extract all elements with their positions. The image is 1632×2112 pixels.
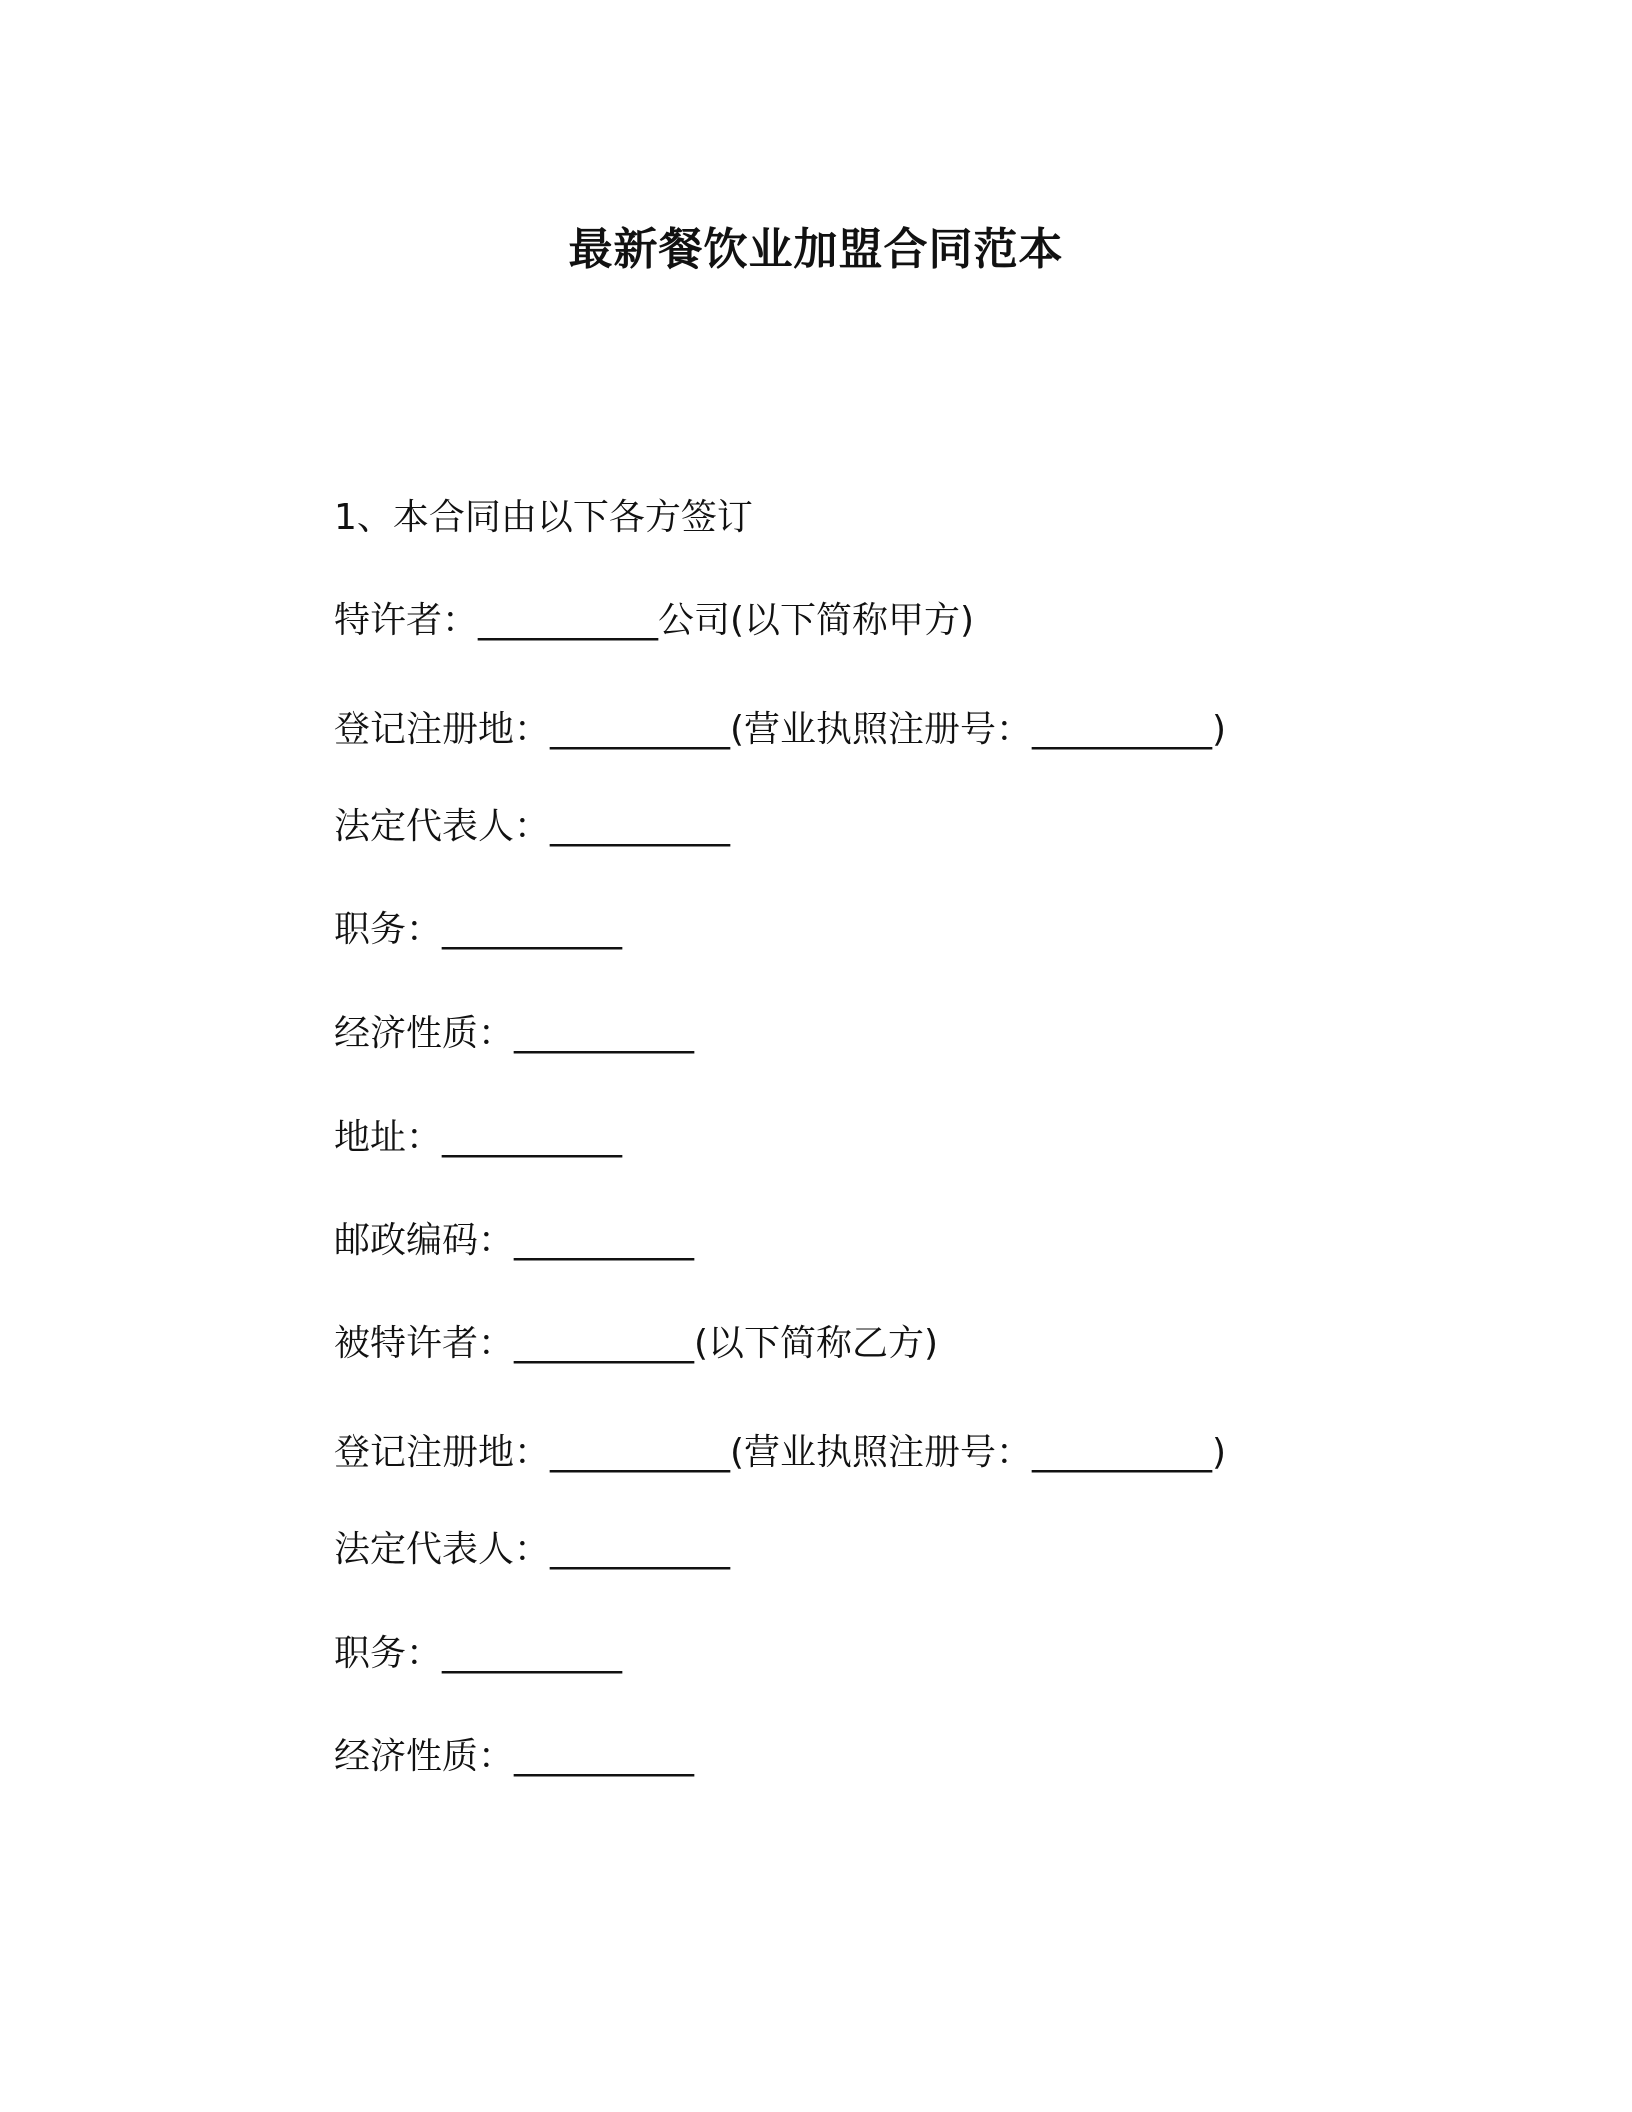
franchisor-legal-rep-line: 法定代表人：__________ [334, 806, 731, 847]
franchisor-economic-nature-line: 经济性质：__________ [334, 1013, 695, 1054]
franchisor-registration-line: 登记注册地：__________(营业执照注册号：__________) [334, 709, 1227, 750]
franchisor-position-line: 职务：__________ [334, 909, 623, 950]
franchisor-line: 特许者：__________公司(以下简称甲方) [334, 600, 975, 641]
document-title: 最新餐饮业加盟合同范本 [568, 224, 1064, 275]
franchisor-address-line: 地址：__________ [334, 1117, 623, 1158]
franchisee-position-line: 职务：__________ [334, 1633, 623, 1674]
franchisee-economic-nature-line: 经济性质：__________ [334, 1736, 695, 1777]
franchisor-postal-code-line: 邮政编码：__________ [334, 1220, 695, 1261]
section-heading: 1、本合同由以下各方签订 [334, 497, 753, 538]
franchisee-legal-rep-line: 法定代表人：__________ [334, 1529, 731, 1570]
franchisee-registration-line: 登记注册地：__________(营业执照注册号：__________) [334, 1432, 1227, 1473]
franchisee-line: 被特许者：__________(以下简称乙方) [334, 1323, 939, 1364]
